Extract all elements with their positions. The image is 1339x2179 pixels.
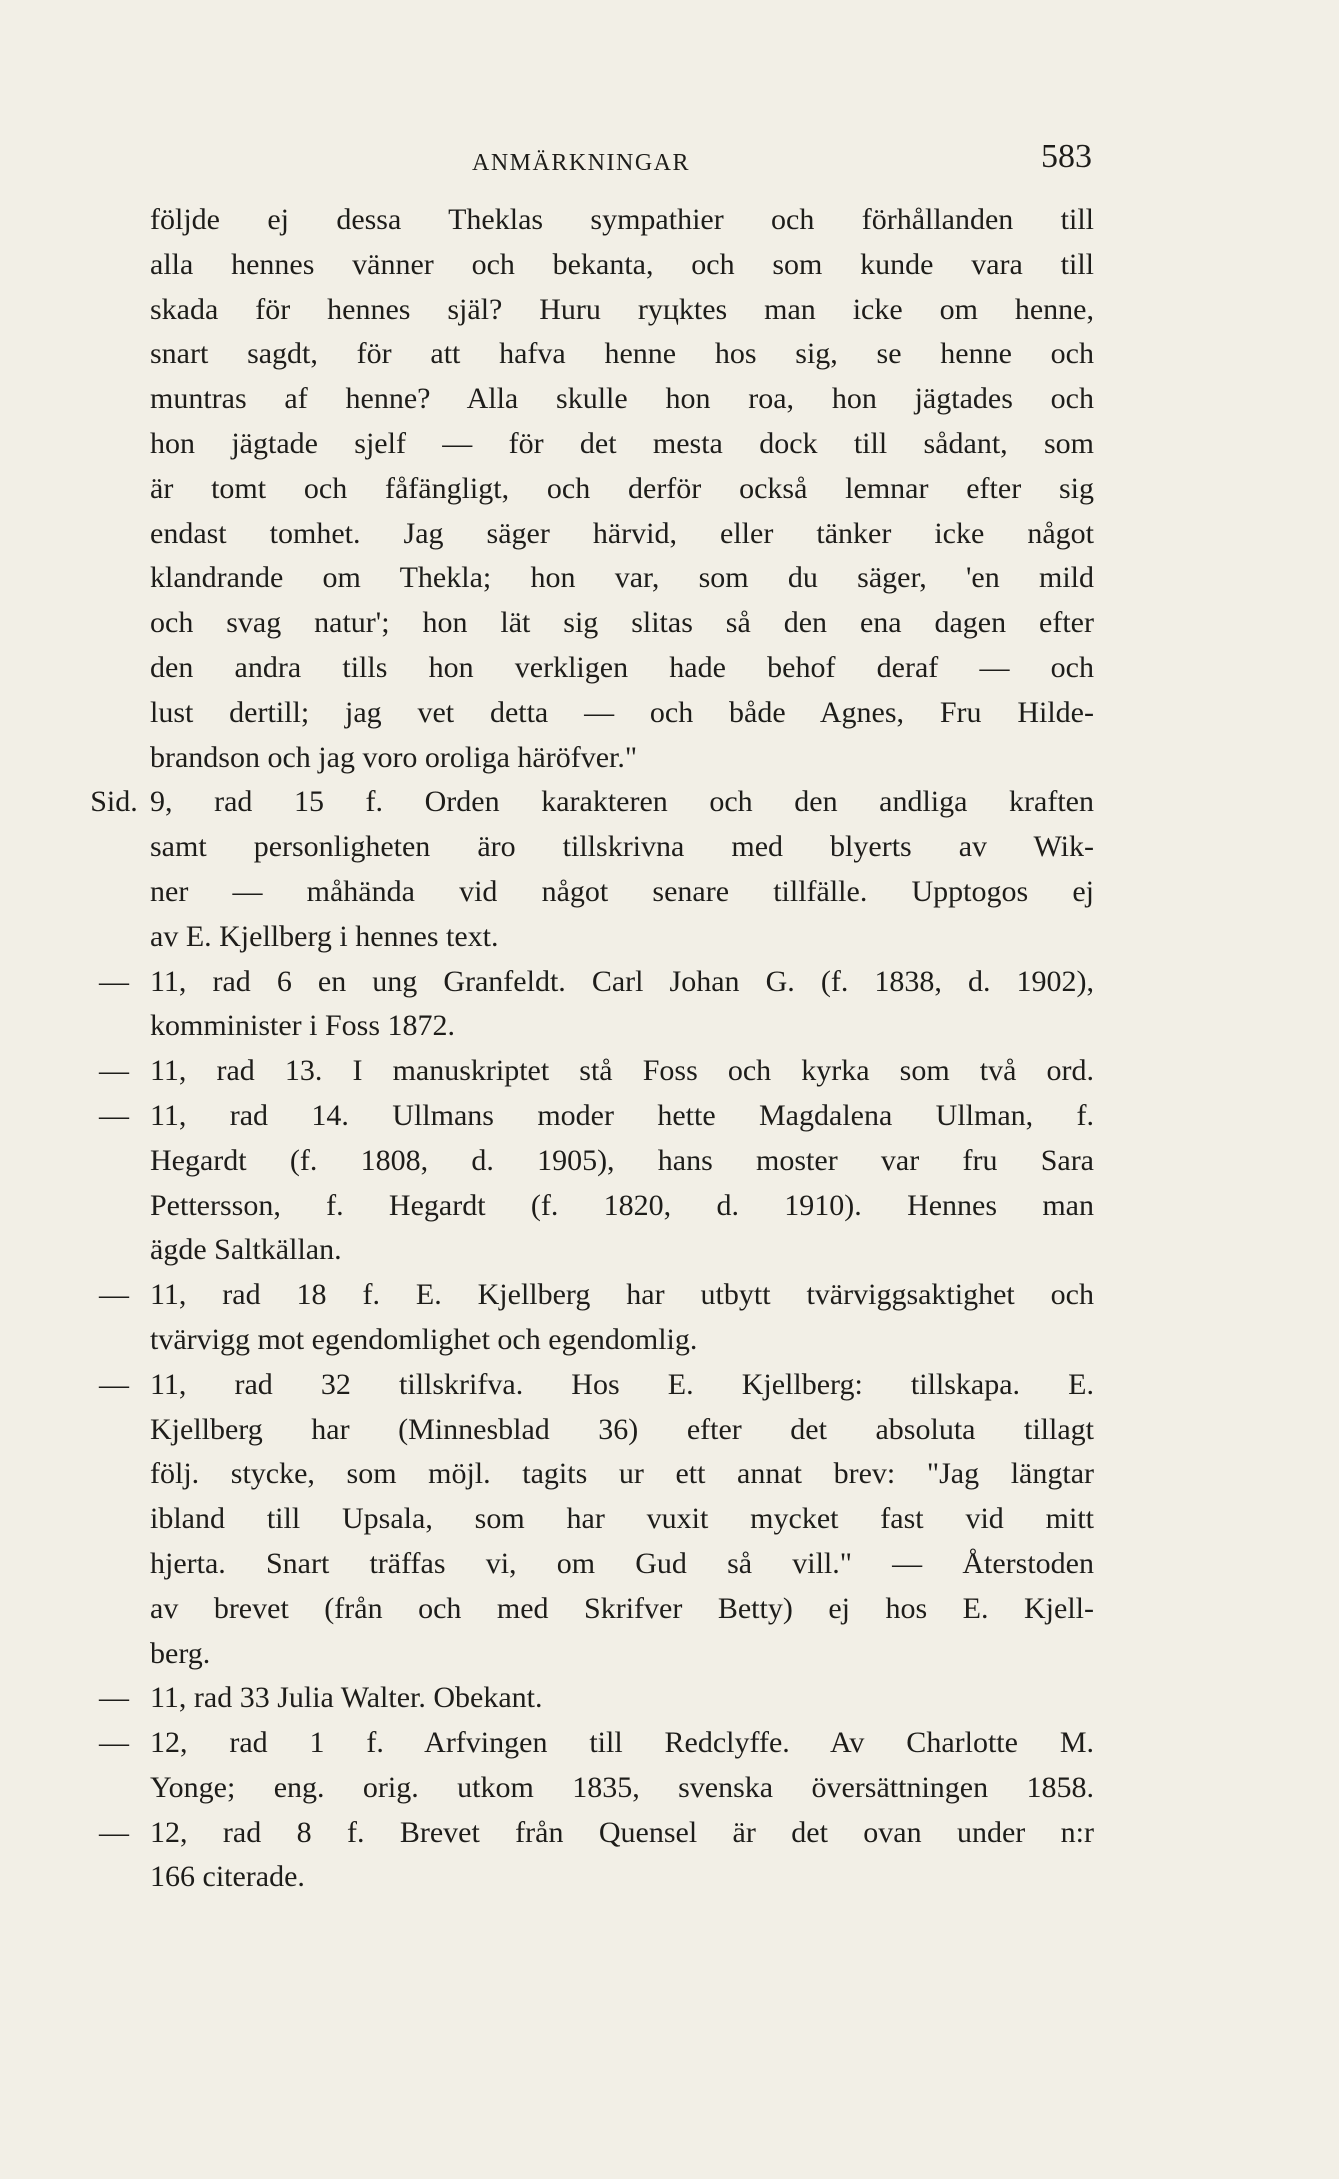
note-dash: — <box>99 1098 129 1132</box>
text-line: av E. Kjellberg i hennes text. <box>150 919 499 953</box>
text-line: Pettersson, f. Hegardt (f. 1820, d. 1910). Hennes man <box>150 1188 1094 1222</box>
text-line: muntras af henne? Alla skulle hon roa, hon jägtades och <box>150 382 1094 416</box>
running-head: ANMÄRKNINGAR <box>472 150 691 176</box>
text-line: klandrande om Thekla; hon var, som du säger, 'en mild <box>150 561 1094 595</box>
text-line: komminister i Foss 1872. <box>150 1009 456 1043</box>
page-header <box>312 138 1092 188</box>
text-line: 11, rad 32 tillskrifva. Hos E. Kjellberg: tillskapa. E. <box>150 1367 1094 1401</box>
text-line: lust dertill; jag vet detta — och både Agnes, Fru Hilde- <box>150 695 1094 729</box>
text-line: Kjellberg har (Minnesblad 36) efter det absoluta tillagt <box>150 1412 1094 1446</box>
note-11-rad-32 <box>99 1363 1094 1677</box>
text-line: brandson och jag voro oroliga häröfver." <box>150 740 638 774</box>
text-line: följde ej dessa Theklas sympathier och förhållanden till <box>150 203 1094 236</box>
note-sid-9 <box>90 780 1094 959</box>
text-line: 12, rad 1 f. Arfvingen till Redclyffe. Av Charlotte M. <box>150 1726 1094 1760</box>
text-line: följ. stycke, som möjl. tagits ur ett annat brev: "Jag längtar <box>150 1457 1094 1491</box>
text-line: endast tomhet. Jag säger härvid, eller tänker icke något <box>150 516 1094 550</box>
text-line: 11, rad 13. I manuskriptet stå Foss och kyrka som två ord. <box>150 1054 1094 1088</box>
note-11-rad-18 <box>99 1273 1094 1363</box>
note-dash: — <box>99 1815 129 1849</box>
note-11-rad-33 <box>99 1676 1094 1721</box>
page-body <box>90 198 1105 1900</box>
note-12-rad-8 <box>99 1811 1094 1901</box>
text-line: är tomt och fåfängligt, och derför också lemnar efter sig <box>150 471 1094 505</box>
text-line: snart sagdt, för att hafva henne hos sig, se henne och <box>150 337 1094 371</box>
text-line: 11, rad 18 f. E. Kjellberg har utbytt tvärviggsaktighet och <box>150 1278 1094 1312</box>
text-line: alla hennes vänner och bekanta, och som kunde vara till <box>150 247 1094 281</box>
text-line: ner — måhända vid något senare tillfälle. Upptogos ej <box>150 874 1094 908</box>
text-line: 11, rad 6 en ung Granfeldt. Carl Johan G. (f. 1838, d. 1902), <box>150 964 1094 998</box>
text-line: 11, rad 33 Julia Walter. Obekant. <box>150 1681 543 1715</box>
text-line: av brevet (från och med Skrifver Betty) ej hos E. Kjell- <box>150 1591 1094 1625</box>
text-line: 166 citerade. <box>150 1860 305 1894</box>
note-12-rad-1 <box>99 1721 1094 1811</box>
note-label: Sid. <box>90 785 138 819</box>
note-dash: — <box>99 1367 129 1401</box>
text-line: Hegardt (f. 1808, d. 1905), hans moster var fru Sara <box>150 1143 1094 1177</box>
text-line: samt personligheten äro tillskrivna med blyerts av Wik- <box>150 830 1094 864</box>
text-line: ibland till Upsala, som har vuxit mycket fast vid mitt <box>150 1502 1094 1536</box>
note-dash: — <box>99 964 129 998</box>
text-line: skada för hennes själ? Huru ryцktes man icke om henne, <box>150 292 1094 326</box>
note-dash: — <box>99 1054 129 1088</box>
text-line: 9, rad 15 f. Orden karakteren och den andliga kraften <box>150 785 1094 819</box>
note-11-rad-13 <box>99 1049 1094 1094</box>
text-line: och svag natur'; hon lät sig slitas så den ena dagen efter <box>150 606 1094 640</box>
text-line: tvärvigg mot egendomlighet och egendomlig. <box>150 1322 698 1356</box>
text-line: ägde Saltkällan. <box>150 1233 342 1267</box>
note-dash: — <box>99 1278 129 1312</box>
text-line: 11, rad 14. Ullmans moder hette Magdalena Ullman, f. <box>150 1098 1094 1132</box>
text-line: berg. <box>150 1636 211 1670</box>
page-number: 583 <box>1041 138 1092 175</box>
note-11-rad-14 <box>99 1094 1094 1273</box>
text-line: Yonge; eng. orig. utkom 1835, svenska översättningen 1858. <box>150 1770 1094 1804</box>
text-line: 12, rad 8 f. Brevet från Quensel är det ovan under n:r <box>150 1815 1094 1849</box>
text-line: hon jägtade sjelf — för det mesta dock till sådant, som <box>150 426 1094 460</box>
letter-continuation <box>150 198 1094 780</box>
text-line: hjerta. Snart träffas vi, om Gud så vill." — Återstoden <box>150 1546 1094 1580</box>
note-dash: — <box>99 1681 129 1715</box>
note-dash: — <box>99 1726 129 1760</box>
text-line: den andra tills hon verkligen hade behof deraf — och <box>150 650 1094 684</box>
note-11-rad-6 <box>99 960 1094 1050</box>
